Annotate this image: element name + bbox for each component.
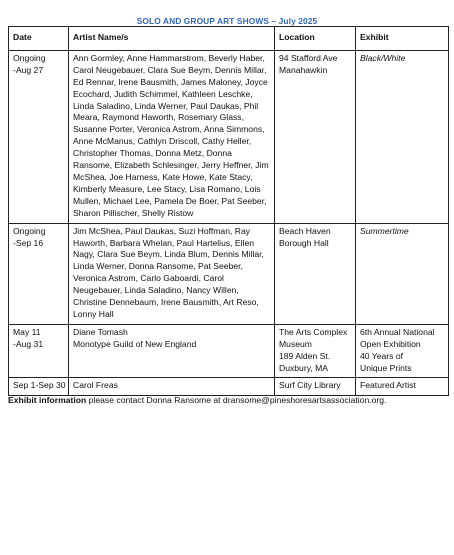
artists-line: Sharon Pillischer, Shelly Ristow [73,207,194,218]
artists-line: Ann Gormley, Anne Hammarstrom, Beverly Haber, [73,52,265,63]
artists-line: Veronica Astrom, Carlo Gaboardi, Carol [73,273,224,284]
location-line: Museum [279,338,312,349]
exhibit-line: Summertime [360,225,409,236]
date-cell [9,324,69,378]
artists-line: Carol Freas [73,380,118,391]
artists-line: Anne McManus, Cathlyn Driscoll, Cathy Heller, [73,136,252,147]
date-line: -Sep 16 [13,237,44,248]
location-line: Borough Hall [279,237,329,248]
date-line: -Aug 31 [13,338,44,349]
date-cell [9,223,69,324]
artists-line: Meara, Raymond Haworth, Rosemary Glass, [73,112,244,123]
column-header-exhibit: Exhibit [356,27,449,51]
artists-line: Ed Rennar, Irene Bausmith, James Maloney, Joyce [73,76,268,87]
artists-cell [69,223,275,324]
artists-line: Diane Tomash [73,326,128,337]
artists-line: Nagy, Clara Sue Beym, Linda Blum, Dennis Millar, [73,249,264,260]
artists-line: Jim McShea, Paul Daukas, Suzi Hoffman, Ray [73,225,251,236]
date-line: Ongoing [13,52,46,63]
artists-line: McShea, Joe Harness, Kate Howe, Kate Stacy, [73,171,253,182]
exhibit-line: 40 Years of [360,350,404,361]
table-row [9,50,449,223]
exhibit-line: Featured Artist [360,380,416,391]
artists-line: Monotype Guild of New England [73,338,197,349]
column-header-location: Location [275,27,356,51]
artists-cell [69,50,275,223]
artists-line: Ransome, Elizabeth Schlesinger, Jerry Heffner, Jim [73,160,269,171]
page-title: SOLO AND GROUP ART SHOWS – July 2025 [136,16,318,26]
exhibit-info-label: Exhibit information [8,395,87,405]
location-line: 94 Stafford Ave [279,52,338,63]
artists-line: Linda Werner, Donna Ransome, Pat Seeber, [73,261,243,272]
location-line: Surf City Library [279,380,341,391]
exhibit-cell [356,324,449,378]
column-header-artists: Artist Name/s [69,27,275,51]
artists-line: Lonny Hall [73,308,114,319]
date-cell [9,50,69,223]
location-line: Duxbury, MA [279,362,329,373]
exhibit-line: Open Exhibition [360,338,421,349]
location-line: The Arts Complex [279,326,348,337]
exhibit-line: 6th Annual National [360,326,435,337]
exhibit-cell [356,223,449,324]
table-header-row [9,27,449,51]
column-header-date: Date [9,27,69,51]
table-row [9,223,449,324]
artists-line: Mullen, Michael Lee, Pamela De Boer, Pat Seeber, [73,195,267,206]
date-line: May 11 [13,326,41,337]
artists-line: Susanne Porter, Veronica Astrom, Anna Simmons, [73,124,265,135]
location-line: Beach Haven [279,225,331,236]
artists-line: Carol Neugebauer, Clara Sue Beym, Dennis Millar, [73,64,267,75]
location-line: Manahawkin [279,64,328,75]
location-line: 189 Alden St. [279,350,331,361]
artists-line: Haworth, Barbara Whelan, Paul Hartelius, Ellen [73,237,255,248]
artists-line: Ecochard, Judith Schimmel, Kathleen Leschke, [73,88,253,99]
exhibit-line: Unique Prints [360,362,412,373]
date-line: Ongoing [13,225,46,236]
exhibit-line: Black/White [360,52,406,63]
exhibit-info-note [8,394,448,406]
date-line: Sep 1-Sep 30 [13,380,66,391]
artists-line: Christine Dennebaum, Irene Bausmith, Art Reso, [73,297,259,308]
artists-line: Neugebauer, Linda Saladino, Nancy Willen, [73,285,239,296]
table-row [9,324,449,378]
artists-line: Linda Saladino, Linda Werner, Paul Daukas, Phil [73,100,259,111]
location-cell [275,223,356,324]
artists-line: Kimberly Measure, Lee Stacy, Lisa Romano, Lois [73,183,261,194]
artists-cell [69,324,275,378]
art-shows-table [8,26,449,396]
exhibit-info-text: please contact Donna Ransome at dransome@pineshoresartsassociation.org. [86,395,387,405]
date-line: -Aug 27 [13,64,44,75]
exhibit-cell [356,50,449,223]
artists-line: Christopher Thomas, Donna Metz, Donna [73,148,232,159]
location-cell [275,50,356,223]
location-cell [275,324,356,378]
